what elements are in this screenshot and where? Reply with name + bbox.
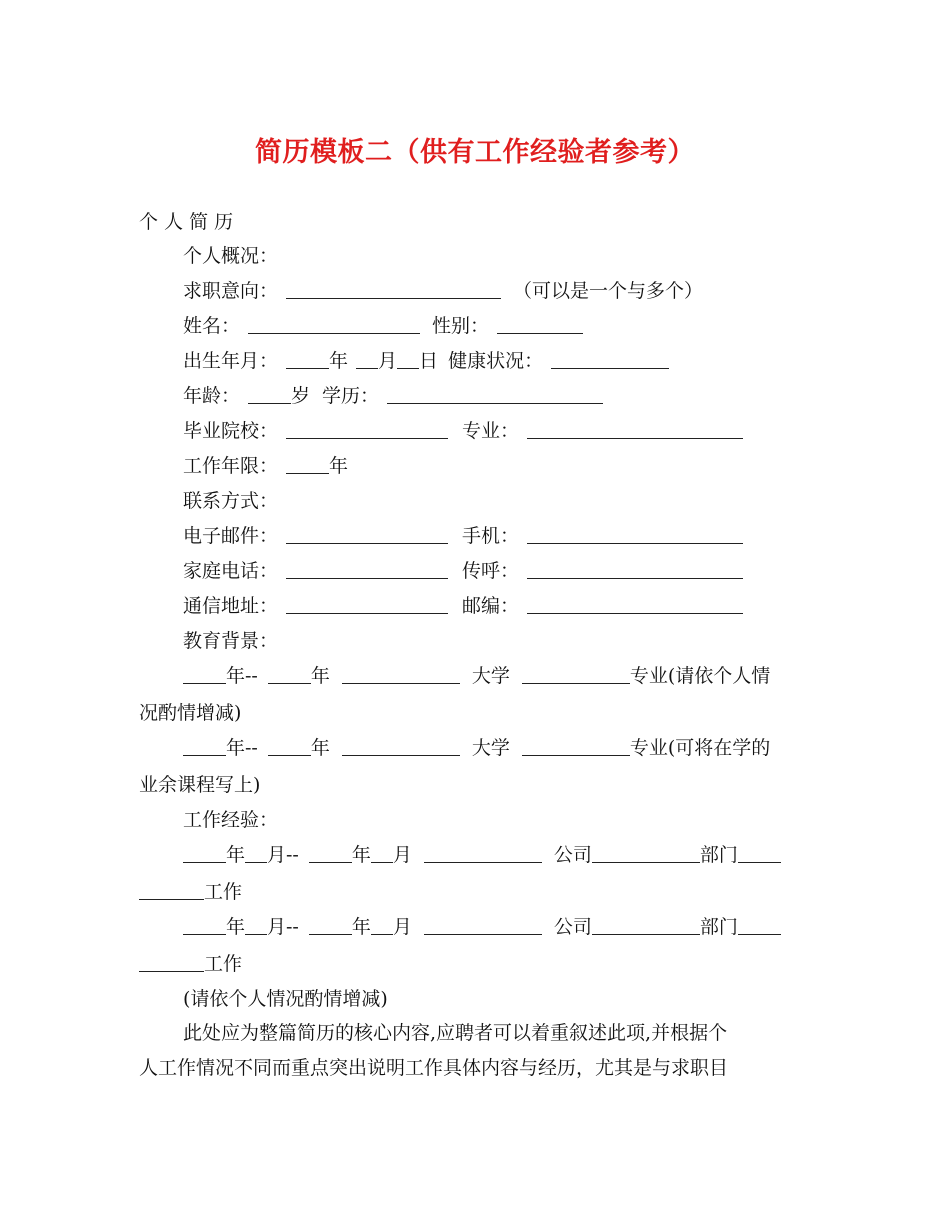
home-phone-field[interactable]: [286, 560, 448, 579]
work-years-label: 工作年限：: [183, 455, 279, 477]
contact-heading: 联系方式：: [183, 490, 279, 512]
zip-field[interactable]: [527, 595, 743, 614]
work2-start-month-field[interactable]: [245, 916, 267, 935]
adjust-note: (请依个人情况酌情增减): [183, 988, 388, 1010]
work2-dept-field[interactable]: [592, 916, 700, 935]
job-intent-field[interactable]: [286, 280, 501, 299]
work2-start-year-field[interactable]: [183, 916, 226, 935]
job-intent-row: [183, 279, 703, 303]
work1-start-year-field[interactable]: [183, 844, 226, 863]
age-degree-row: [183, 384, 603, 408]
school-label: 毕业院校：: [183, 420, 279, 442]
work-years-field[interactable]: [286, 455, 329, 474]
work1-position-field-continued[interactable]: [139, 881, 204, 900]
document-title: 简历模板二（供有工作经验者参考）: [255, 137, 695, 168]
work2-end-month-field[interactable]: [371, 916, 393, 935]
edu2-major-note: 专业(可将在学的: [629, 737, 771, 759]
edu1-university-label: 大学: [471, 665, 510, 687]
mobile-field[interactable]: [527, 525, 743, 544]
education-heading: 教育背景：: [183, 630, 279, 652]
home-phone-label: 家庭电话：: [183, 560, 279, 582]
work1-company-field[interactable]: [424, 844, 542, 863]
work2-start-year-unit: 年: [226, 916, 246, 938]
work1-month-dash: 月--: [267, 844, 299, 866]
work-heading: 工作经验：: [183, 809, 279, 831]
edu1-end-year-field[interactable]: [268, 665, 311, 684]
pager-field[interactable]: [527, 560, 743, 579]
work1-end-month-unit: 月: [392, 844, 412, 866]
work2-position-field-continued[interactable]: [139, 953, 204, 972]
education-row-2: [183, 736, 770, 760]
work1-end-year-field[interactable]: [309, 844, 352, 863]
health-field[interactable]: [551, 350, 669, 369]
school-field[interactable]: [286, 420, 448, 439]
personal-heading: 个人概况：: [183, 245, 279, 267]
birth-year-field[interactable]: [286, 350, 329, 369]
work1-start-month-field[interactable]: [245, 844, 267, 863]
edu2-end-year-field[interactable]: [268, 737, 311, 756]
birth-health-row: [183, 349, 669, 373]
work2-dept-label: 部门: [699, 916, 738, 938]
birth-day-field[interactable]: [397, 350, 419, 369]
edu1-year-dash: 年--: [226, 665, 258, 687]
work1-end-month-field[interactable]: [371, 844, 393, 863]
edu1-start-year-field[interactable]: [183, 665, 226, 684]
education-row-1: [183, 664, 770, 688]
edu2-university-field[interactable]: [342, 737, 460, 756]
email-label: 电子邮件：: [183, 525, 279, 547]
address-zip-row: [183, 594, 743, 618]
job-intent-note: （可以是一个与多个）: [513, 280, 704, 302]
edu1-end-year-unit: 年: [310, 665, 330, 687]
health-label: 健康状况：: [448, 350, 544, 372]
edu2-end-year-unit: 年: [310, 737, 330, 759]
job-intent-label: 求职意向：: [183, 280, 279, 302]
edu1-note-continued: 况酌情增减): [139, 702, 242, 724]
birth-year-unit: 年: [329, 350, 349, 372]
edu1-major-note: 专业(请依个人情: [629, 665, 771, 687]
work1-dept-label: 部门: [699, 844, 738, 866]
work2-month-dash: 月--: [267, 916, 299, 938]
work2-position-field[interactable]: [738, 916, 781, 935]
work1-dept-field[interactable]: [592, 844, 700, 863]
degree-field[interactable]: [387, 385, 603, 404]
work2-job-label: 工作: [204, 953, 243, 975]
gender-label: 性别：: [432, 315, 490, 337]
work-years-unit: 年: [329, 455, 349, 477]
major-label: 专业：: [462, 420, 520, 442]
email-mobile-row: [183, 524, 743, 548]
degree-label: 学历：: [322, 385, 380, 407]
zip-label: 邮编：: [462, 595, 520, 617]
edu2-major-field[interactable]: [522, 737, 630, 756]
work2-company-field[interactable]: [424, 916, 542, 935]
age-field[interactable]: [248, 385, 291, 404]
work2-end-year-field[interactable]: [309, 916, 352, 935]
paragraph-line-1: 此处应为整篇简历的核心内容,应聘者可以着重叙述此项,并根据个: [183, 1022, 728, 1044]
work-row-1-continued: [139, 880, 242, 904]
address-field[interactable]: [286, 595, 448, 614]
edu2-year-dash: 年--: [226, 737, 258, 759]
work1-company-label: 公司: [553, 844, 592, 866]
birth-label: 出生年月：: [183, 350, 279, 372]
name-gender-row: [183, 314, 583, 338]
paragraph-line-2: 人工作情况不同而重点突出说明工作具体内容与经历，尤其是与求职目: [139, 1057, 729, 1079]
name-field[interactable]: [248, 315, 420, 334]
work1-position-field[interactable]: [738, 844, 781, 863]
work2-end-month-unit: 月: [392, 916, 412, 938]
work2-end-year-unit: 年: [351, 916, 371, 938]
major-field[interactable]: [527, 420, 743, 439]
edu1-major-field[interactable]: [522, 665, 630, 684]
work1-job-label: 工作: [204, 881, 243, 903]
age-label: 年龄：: [183, 385, 241, 407]
birth-day-unit: 日: [419, 350, 439, 372]
name-label: 姓名：: [183, 315, 241, 337]
edu1-university-field[interactable]: [342, 665, 460, 684]
email-field[interactable]: [286, 525, 448, 544]
section-heading: 个 人 简 历: [139, 211, 234, 233]
work-row-2-continued: [139, 952, 242, 976]
birth-month-unit: 月: [378, 350, 398, 372]
edu2-university-label: 大学: [471, 737, 510, 759]
edu2-note-continued: 业余课程写上): [139, 774, 261, 796]
school-major-row: [183, 419, 743, 443]
work-row-2: [183, 915, 781, 939]
work2-company-label: 公司: [553, 916, 592, 938]
edu2-start-year-field[interactable]: [183, 737, 226, 756]
phone-pager-row: [183, 559, 743, 583]
mobile-label: 手机：: [462, 525, 520, 547]
age-unit: 岁: [291, 385, 311, 407]
gender-field[interactable]: [497, 315, 583, 334]
work-row-1: [183, 843, 781, 867]
address-label: 通信地址：: [183, 595, 279, 617]
work1-end-year-unit: 年: [351, 844, 371, 866]
work1-start-year-unit: 年: [226, 844, 246, 866]
pager-label: 传呼：: [462, 560, 520, 582]
work-years-row: [183, 454, 348, 478]
birth-month-field[interactable]: [356, 350, 378, 369]
